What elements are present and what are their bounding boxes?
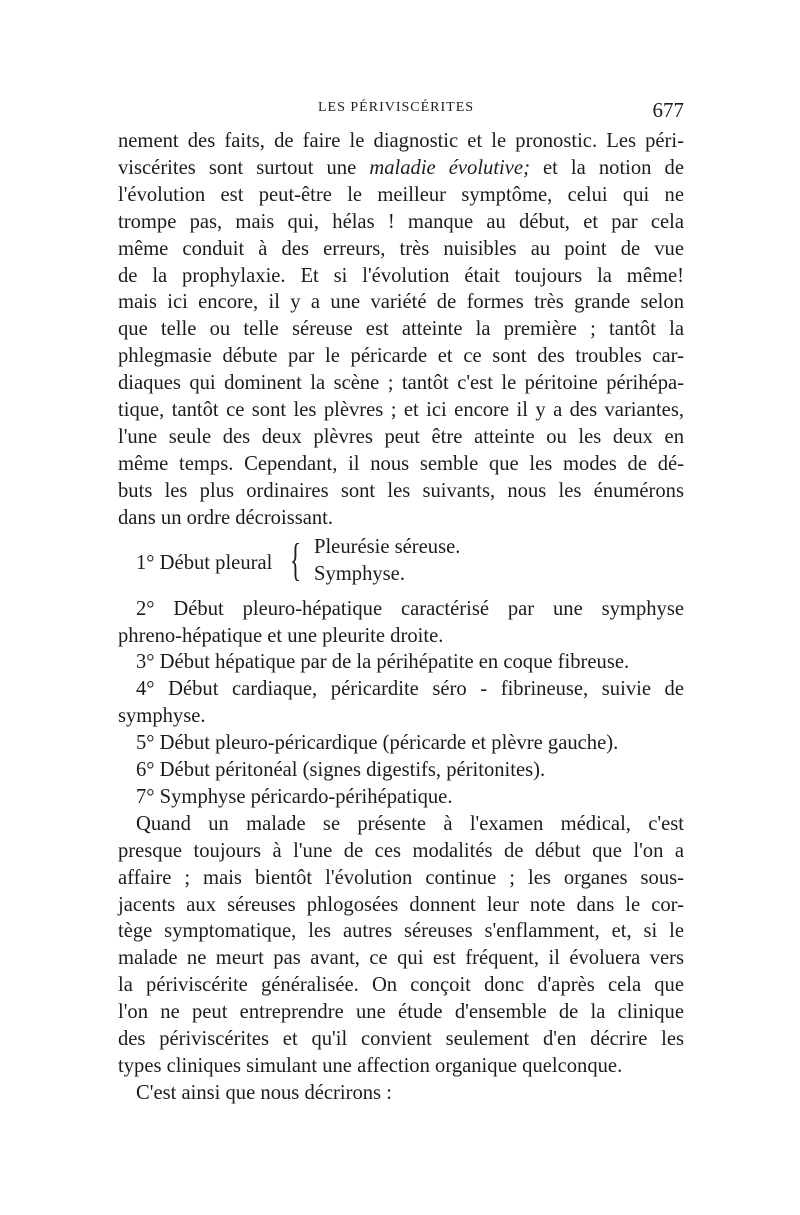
text-line: affaire ; mais bientôt l'évolution continue ; les organes sous-: [118, 866, 684, 889]
brace-items: [314, 534, 460, 588]
curly-brace: {: [290, 533, 302, 585]
sub-item: Symphyse.: [314, 562, 405, 585]
text-line: Quand un malade se présente à l'examen médical, c'est: [136, 812, 684, 835]
text-line: jacents aux séreuses phlogosées donnent leur note dans le cor-: [118, 893, 684, 916]
list-item-7: 7° Symphyse péricardo-périhépatique.: [136, 785, 453, 808]
list-item-2-cont: phreno-hépatique et une pleurite droite.: [118, 624, 444, 647]
text-line: l'on ne peut entreprendre une étude d'ensemble de la clinique: [118, 1001, 684, 1024]
text-line: de la prophylaxie. Et si l'évolution était toujours la même!: [118, 264, 684, 287]
closing-line: C'est ainsi que nous décrirons :: [136, 1081, 392, 1104]
text-line: l'évolution est peut-être le meilleur symptôme, celui qui ne: [118, 183, 684, 206]
page-header: [118, 98, 684, 124]
text-fragment: viscérites sont surtout une: [118, 156, 370, 179]
sub-item: Pleurésie séreuse.: [314, 535, 461, 558]
text-line: tège symptomatique, les autres séreuses s'enflamment, et, si le: [118, 920, 684, 943]
paragraph-2: [118, 811, 684, 1080]
list-item-3: 3° Début hépatique par de la périhépatite en coque fibreuse.: [136, 651, 630, 674]
text-line: types cliniques simulant une affection organique quelconque.: [118, 1055, 623, 1077]
list-of-onsets: [118, 534, 684, 811]
text-line: presque toujours à l'une de ces modalités de début que l'on a: [118, 839, 684, 862]
text-line: trompe pas, mais qui, hélas ! manque au début, et par cela: [118, 210, 684, 233]
text-line: des périviscérites et qu'il convient seulement d'en décrire les: [118, 1028, 684, 1051]
text-line: nement des faits, de faire le diagnostic et le pronostic. Les péri-: [118, 130, 684, 152]
list-item-4-cont: symphyse.: [118, 705, 206, 728]
text-line: tique, tantôt ce sont les plèvres ; et ici encore il y a des variantes,: [118, 399, 684, 422]
text-line: phlegmasie débute par le péricarde et ce sont des troubles car-: [118, 345, 684, 368]
list-item-2: 2° Début pleuro-hépatique caractérisé par une symphyse: [136, 597, 684, 620]
list-item-6: 6° Début péritonéal (signes digestifs, péritonites).: [136, 759, 546, 782]
text-fragment: et la notion de: [529, 156, 684, 179]
emphasis-text: maladie évolutive;: [369, 156, 530, 179]
page-body: [118, 128, 684, 1107]
text-line: même temps. Cependant, il nous semble que les modes de dé-: [118, 452, 684, 475]
text-line: l'une seule des deux plèvres peut être atteinte ou les deux en: [118, 425, 684, 448]
text-line: mais ici encore, il y a une variété de formes très grande selon: [118, 291, 684, 314]
text-line: même conduit à des erreurs, très nuisibles au point de vue: [118, 237, 684, 260]
running-title: LES PÉRIVISCÉRITES: [318, 100, 475, 115]
list-item-1: [118, 534, 684, 592]
list-item-label: 1° Début pleural: [136, 551, 273, 574]
text-line: [118, 155, 684, 182]
text-line: malade ne meurt pas avant, ce qui est fréquent, il évoluera vers: [118, 947, 684, 970]
text-line: la périviscérite généralisée. On conçoit donc d'après cela que: [118, 974, 684, 997]
paragraph-1: [118, 128, 684, 532]
text-line: diaques qui dominent la scène ; tantôt c'est le péritoine périhépa-: [118, 372, 684, 395]
text-line: que telle ou telle séreuse est atteinte la première ; tantôt la: [118, 318, 684, 341]
list-item-4: 4° Début cardiaque, péricardite séro - fibrineuse, suivie de: [136, 678, 684, 701]
text-line: buts les plus ordinaires sont les suivants, nous les énumérons: [118, 479, 684, 502]
text-line: dans un ordre décroissant.: [118, 506, 334, 529]
list-item-5: 5° Début pleuro-péricardique (péricarde et plèvre gauche).: [136, 732, 619, 755]
page-number: 677: [652, 98, 684, 122]
